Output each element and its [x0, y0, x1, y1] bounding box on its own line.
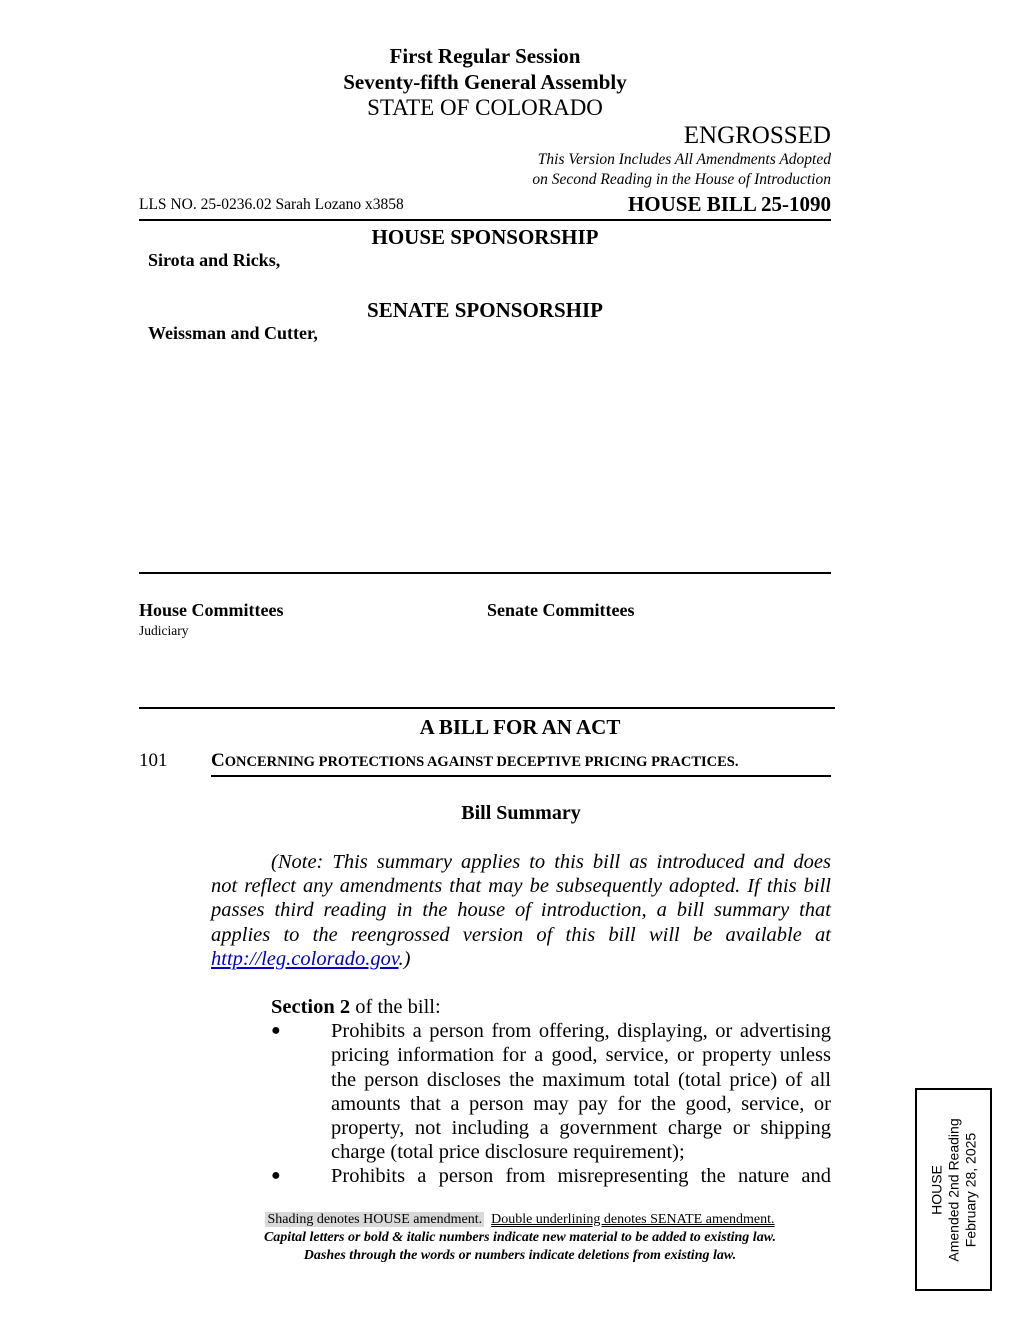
header-rule — [139, 219, 831, 221]
session-title: First Regular Session — [389, 44, 581, 68]
note-line-4: applies to the reengrossed version of this bill will be available at — [211, 923, 831, 946]
footer-legend — [200, 1211, 840, 1229]
senate-amendment-legend: Double underlining denotes SENATE amendment. — [491, 1212, 775, 1227]
concerning-initial: C — [211, 750, 225, 771]
summary-section — [211, 995, 831, 1189]
bullet-text-1: Prohibits a person from offering, displaying, or advertising pricing information for a good, service, or property unless the person discloses the maximum total (total price) of all amounts that a person may pay for the good, service, or property, not including a government charge or shipping charge (total price disclosure requirement); — [331, 1020, 831, 1164]
bullet-item-1 — [211, 1019, 831, 1164]
house-sponsorship-title: HOUSE SPONSORSHIP — [371, 225, 599, 249]
stamp-text — [928, 1118, 979, 1261]
section-rest: of the bill: — [350, 996, 441, 1018]
stamp-line-2: Amended 2nd Reading — [945, 1117, 961, 1262]
note-line-1: (Note: This summary applies to this bill as introduced and does — [271, 851, 831, 873]
footer-capitals-note: Capital letters or bold & italic numbers indicate new material to be added to existing law. — [263, 1230, 777, 1245]
amendment-stamp — [915, 1088, 992, 1291]
house-amendment-legend: Shading denotes HOUSE amendment. — [267, 1212, 483, 1227]
bill-number: HOUSE BILL 25-1090 — [627, 192, 831, 216]
section-heading — [211, 995, 831, 1019]
assembly-title: Seventy-fifth General Assembly — [343, 70, 627, 94]
concerning-underline — [211, 775, 831, 777]
act-rule — [139, 707, 835, 709]
bill-summary-title: Bill Summary — [461, 802, 581, 824]
footer-dashes-note: Dashes through the words or numbers indicate deletions from existing law. — [303, 1248, 737, 1263]
house-committees-list: Judiciary — [139, 623, 189, 638]
lls-number: LLS NO. 25-0236.02 Sarah Lozano x3858 — [139, 196, 404, 213]
bullet-text-2: Prohibits a person from misrepresenting the nature and — [331, 1165, 831, 1188]
senate-sponsorship-title: SENATE SPONSORSHIP — [367, 298, 603, 322]
note-line-2: not reflect any amendments that may be subsequently adopted. If this bill — [211, 875, 831, 898]
bullet-dot-icon: ● — [271, 1022, 281, 1040]
senate-committees-title: Senate Committees — [487, 600, 635, 620]
version-note-line2: on Second Reading in the House of Introduction — [532, 171, 831, 188]
house-committees-title: House Committees — [139, 600, 284, 620]
house-sponsors: Sirota and Ricks, — [148, 250, 281, 270]
version-note-line1: This Version Includes All Amendments Adopted — [537, 151, 831, 168]
line-number: 101 — [139, 750, 168, 771]
state-title: STATE OF COLORADO — [367, 95, 603, 120]
act-title: A BILL FOR AN ACT — [419, 715, 621, 739]
committees-rule — [139, 572, 831, 574]
senate-sponsors: Weissman and Cutter, — [148, 323, 318, 343]
concerning-rest: ONCERNING PROTECTIONS AGAINST DECEPTIVE PRICING PRACTICES. — [224, 754, 739, 770]
note-line-3: passes third reading in the house of introduction, a bill summary that — [211, 899, 831, 922]
note-line-5 — [211, 947, 831, 971]
bullet-item-2 — [211, 1164, 831, 1188]
engrossed-label: ENGROSSED — [683, 122, 831, 149]
bullet-dot-icon: ● — [271, 1167, 281, 1185]
summary-note — [211, 850, 831, 971]
stamp-line-1: HOUSE — [928, 1164, 944, 1215]
concerning-clause — [211, 750, 739, 772]
stamp-line-3: February 28, 2025 — [962, 1132, 978, 1247]
note-end: .) — [398, 947, 411, 970]
leg-colorado-link[interactable]: http://leg.colorado.gov — [211, 947, 399, 970]
section-bold: Section 2 — [271, 996, 351, 1018]
